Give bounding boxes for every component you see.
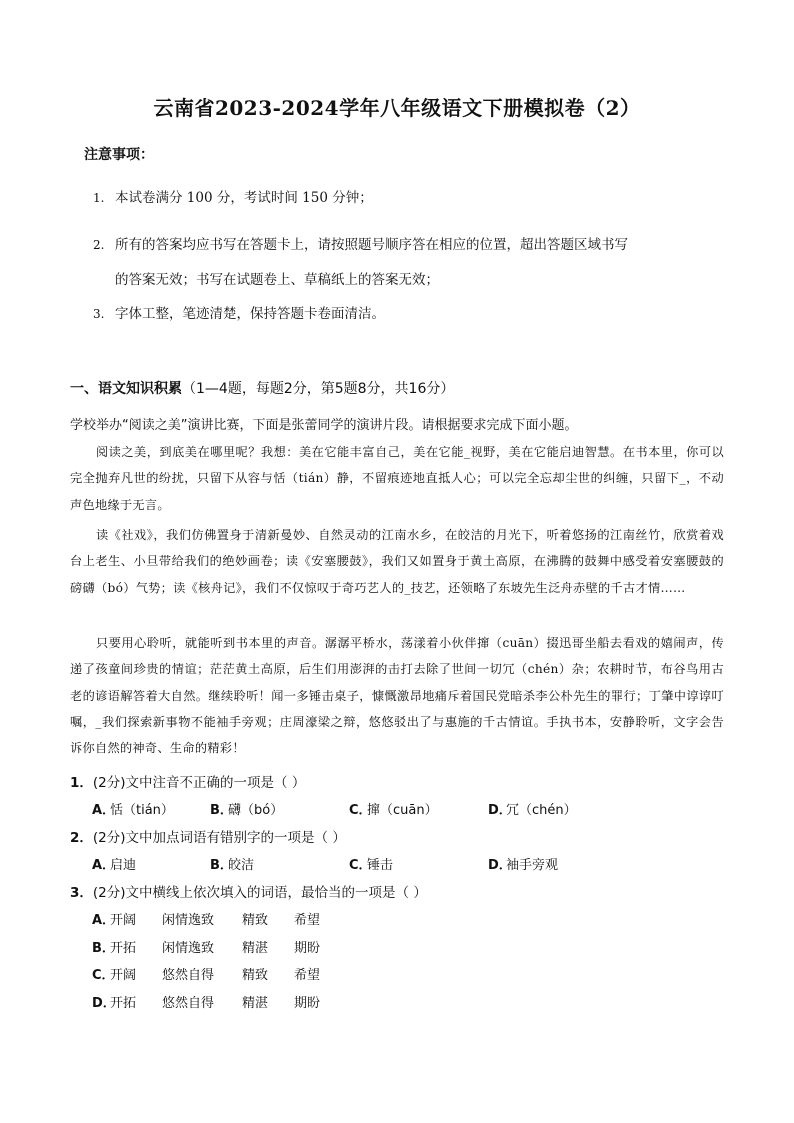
option-word: 闲情逸致 bbox=[162, 913, 215, 928]
option-text: 恬（tián） bbox=[110, 803, 174, 818]
option-word: 精湛 bbox=[242, 941, 269, 956]
page-title: 云南省2023-2024学年八年级语文下册模拟卷（2） bbox=[153, 96, 641, 120]
option-text: 启迪 bbox=[110, 858, 137, 873]
answer-option bbox=[349, 854, 393, 873]
passage-paragraph: 读《社戏》，我们仿佛置身于清新曼妙、自然灵动的江南水乡，在皎洁的月光下，听着悠扬的江南丝竹，欣赏着戏台上老生、小旦带给我们的绝妙画卷；读《安塞腰鼓》，我们又如置身于黄土高原，在沸腾的鼓舞中感受着安塞腰鼓的磅礴（bó）气势；读《核舟记》，我们不仅惊叹于奇巧艺人的_技艺，还领略了东坡先生泛舟赤壁的千古才情…… bbox=[70, 528, 724, 595]
reading-intro: 学校举办“阅读之美”演讲比赛，下面是张蕾同学的演讲片段。请根据要求完成下面小题。 bbox=[70, 418, 578, 433]
option-letter: A． bbox=[92, 803, 116, 818]
option-letter: B． bbox=[210, 858, 233, 873]
option-text: 礴（bó） bbox=[228, 803, 284, 818]
answer-option bbox=[488, 854, 558, 873]
answer-option bbox=[210, 854, 254, 873]
option-letter: B． bbox=[210, 803, 233, 818]
notice-item bbox=[93, 233, 628, 253]
notice-number: 1. bbox=[93, 191, 105, 205]
option-word: 闲情逸致 bbox=[162, 941, 215, 956]
option-letter: C． bbox=[349, 803, 372, 818]
section-title: 一、语文知识积累 bbox=[70, 381, 182, 397]
answer-option bbox=[488, 799, 577, 818]
passage-paragraph: 阅读之美，到底美在哪里呢？我想：美在它能丰富自己，美在它能_视野，美在它能启迪智慧。在书本里，你可以完全抛弃凡世的纷扰，只留下从容与恬（tián）静，不留痕迹地直抵人心；可以完全忘却尘世的纠缠，只留下_，不动声色地缘于无言。 bbox=[70, 445, 724, 512]
answer-option bbox=[92, 799, 174, 818]
section-heading bbox=[70, 378, 454, 398]
question bbox=[70, 826, 346, 846]
option-word: 开拓 bbox=[110, 996, 137, 1011]
option-text: 锤击 bbox=[367, 858, 394, 873]
notice-number: 3. bbox=[93, 307, 105, 321]
passage-paragraph: 只要用心聆听，就能听到书本里的声音。潺潺平桥水，荡漾着小伙伴撺（cuān）掇迅哥坐船去看戏的嬉闹声，传递了孩童间珍贵的情谊；茫茫黄土高原，后生们用澎湃的击打去除了世间一切冗（chén）杂；农耕时节，布谷鸟用古老的谚语解答着大自然。继续聆听！闻一多锤击桌子，慷慨激昂地痛斥着国民党暗杀李公朴先生的罪行；丁肇中谆谆叮嘱，_我们探索新事物不能袖手旁观；庄周濠梁之辩，悠悠驳出了与惠施的千古情谊。手执书本，安静聆听，文字会告诉你自然的神奇、生命的精彩！ bbox=[70, 636, 724, 756]
question-number: 1． bbox=[70, 775, 93, 791]
answer-option-row bbox=[92, 937, 320, 956]
option-word: 开阔 bbox=[110, 913, 137, 928]
option-text: 撺（cuān） bbox=[367, 803, 438, 818]
option-word: 开阔 bbox=[110, 968, 137, 983]
option-word: 悠然自得 bbox=[162, 996, 215, 1011]
question bbox=[70, 881, 427, 901]
option-letter: C． bbox=[92, 968, 115, 983]
answer-option bbox=[92, 854, 136, 873]
option-word: 期盼 bbox=[294, 941, 321, 956]
answer-option bbox=[210, 799, 283, 818]
option-word: 悠然自得 bbox=[162, 968, 215, 983]
answer-option bbox=[349, 799, 438, 818]
option-letter: C． bbox=[349, 858, 372, 873]
option-word: 精致 bbox=[242, 968, 269, 983]
answer-option-row bbox=[92, 964, 320, 983]
question-text: (2分)文中加点词语有错别字的一项是（ ） bbox=[92, 830, 346, 846]
question-number: 2． bbox=[70, 830, 93, 846]
notice-text: 所有的答案均应书写在答题卡上，请按照题号顺序答在相应的位置，超出答题区域书写 bbox=[115, 237, 628, 253]
question bbox=[70, 771, 305, 791]
notice-text: 本试卷满分 100 分，考试时间 150 分钟； bbox=[115, 190, 373, 206]
notice-item bbox=[93, 186, 373, 206]
option-word: 精致 bbox=[242, 913, 269, 928]
section-scoring: （1—4题，每题2分，第5题8分，共16分） bbox=[182, 381, 455, 397]
option-text: 冗（chén） bbox=[506, 803, 577, 818]
option-letter: D． bbox=[488, 803, 512, 818]
option-letter: A． bbox=[92, 858, 116, 873]
option-letter: D． bbox=[92, 996, 116, 1011]
option-letter: B． bbox=[92, 941, 115, 956]
option-word: 精湛 bbox=[242, 996, 269, 1011]
option-word: 开拓 bbox=[110, 941, 137, 956]
option-text: 皎洁 bbox=[228, 858, 255, 873]
question-text: (2分)文中注音不正确的一项是（ ） bbox=[92, 775, 306, 791]
option-letter: D． bbox=[488, 858, 512, 873]
question-text: (2分)文中横线上依次填入的词语，最恰当的一项是（ ） bbox=[92, 885, 427, 901]
option-text: 袖手旁观 bbox=[506, 858, 559, 873]
option-word: 期盼 bbox=[294, 996, 321, 1011]
notice-continuation: 的答案无效；书写在试题卷上、草稿纸上的答案无效； bbox=[115, 272, 439, 288]
option-letter: A． bbox=[92, 913, 116, 928]
answer-option-row bbox=[92, 992, 320, 1011]
option-word: 希望 bbox=[294, 968, 321, 983]
answer-option-row bbox=[92, 909, 320, 928]
notice-text: 字体工整，笔迹清楚，保持答题卡卷面清洁。 bbox=[115, 306, 385, 322]
question-number: 3． bbox=[70, 885, 93, 901]
notice-number: 2. bbox=[93, 238, 105, 252]
notice-heading: 注意事项： bbox=[84, 147, 154, 163]
notice-item bbox=[93, 302, 385, 322]
option-word: 希望 bbox=[294, 913, 321, 928]
